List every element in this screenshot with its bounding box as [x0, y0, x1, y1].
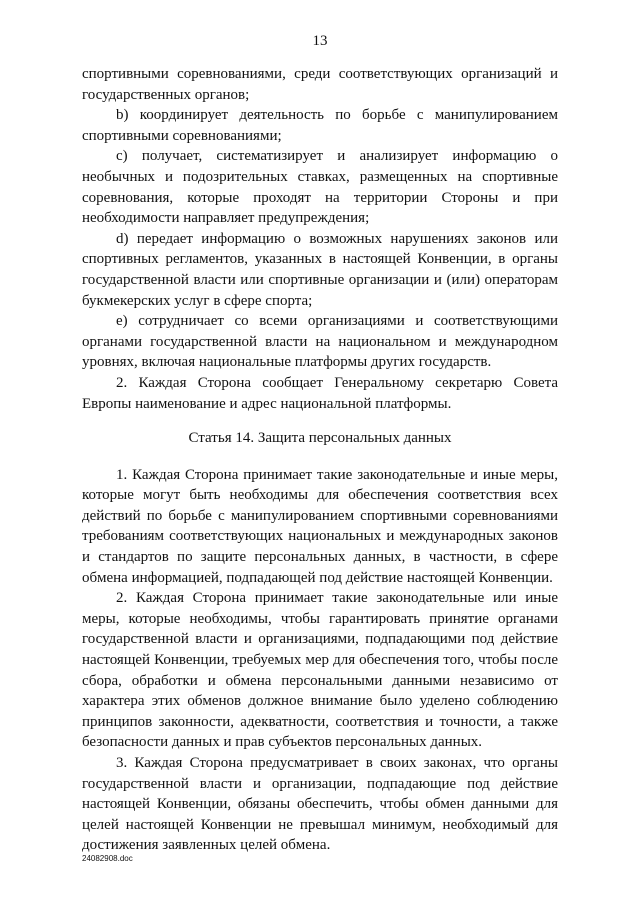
article-14-clause-2: 2. Каждая Сторона принимает такие законодательные или иные меры, которые необходимы, чтобы гарантировать принятие органами государственной власти и организациями, подпадающими под действие настоящей Конвенции, требуемых мер для обеспечения того, чтобы после сбора, обработки и обмена персональными данными независимо от характера этих обменов должное внимание было уделено соблюдению принципов законности, адекватности, соответствия и точности, а также безопасности данных и прав субъектов персональных данных.: [82, 590, 558, 751]
document-body: [82, 64, 558, 856]
list-item-b: b) координирует деятельность по борьбе с манипулированием спортивными соревнованиями;: [82, 107, 558, 144]
list-item-d: d) передает информацию о возможных нарушениях законов или спортивных регламентов, указанных в настоящей Конвенции, в органы государственной власти или спортивные организации и (или) операторам букмекерских услуг в сфере спорта;: [82, 230, 558, 309]
list-item-c: c) получает, систематизирует и анализирует информацию о необычных и подозрительных ставках, размещенных на спортивные соревнования, которые проходят на территории Стороны и при необходимости направляет предупреждения;: [82, 148, 558, 227]
article-14-clause-3: 3. Каждая Сторона предусматривает в своих законах, что органы государственной власти и организации, подпадающие под действие настоящей Конвенции, обязаны обеспечить, чтобы обмен данными для целей настоящей Конвенции не превышал минимум, необходимый для достижения заявленных целей обмена.: [82, 755, 558, 854]
page-number: 13: [312, 33, 328, 49]
article-heading: Статья 14. Защита персональных данных: [188, 430, 452, 447]
paragraph-continuation: спортивными соревнованиями, среди соответствующих организаций и государственных органов;: [82, 66, 558, 103]
list-item-e: e) сотрудничает со всеми организациями и соответствующими органами государственной власти на национальном и международном уровнях, включая национальные платформы других государств.: [82, 313, 558, 371]
article-14-clause-1: 1. Каждая Сторона принимает такие законодательные и иные меры, которые могут быть необходимы для обеспечения соответствия всех действий по борьбе с манипулированием спортивными соревнованиями требованиям соответствующих национальных и международных законов и стандартов по защите персональных данных, в частности, в сфере обмена информацией, подпадающей под действие настоящей Конвенции.: [82, 466, 558, 586]
file-name-footer: 24082908.doc: [82, 854, 133, 863]
clause-2: 2. Каждая Сторона сообщает Генеральному секретарю Совета Европы наименование и адрес национальной платформы.: [82, 374, 558, 412]
